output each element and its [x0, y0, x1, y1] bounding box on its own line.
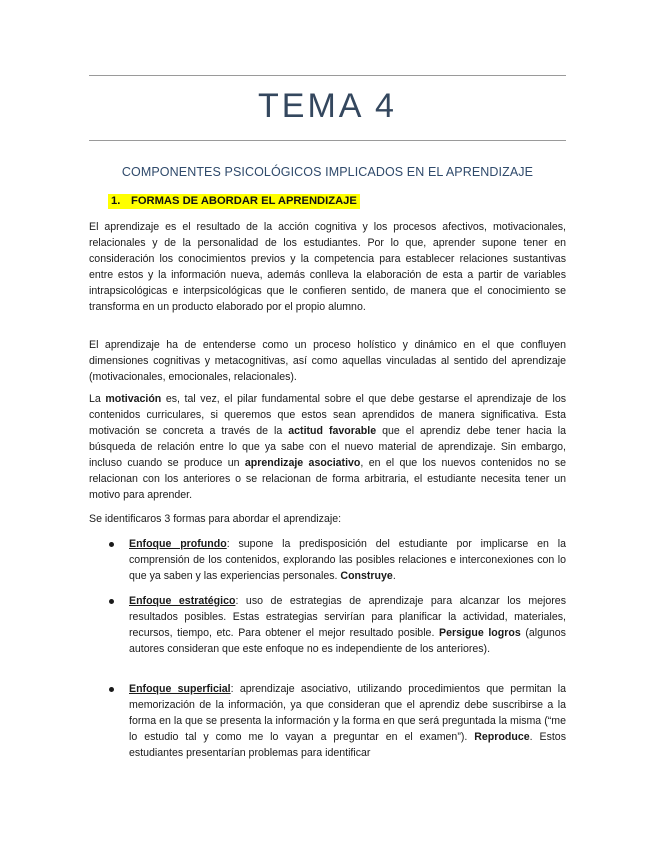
bullet-tail: . — [392, 570, 396, 582]
list-item — [89, 593, 566, 657]
bullet-term: Enfoque profundo — [129, 538, 227, 550]
bullet-text: : aprendizaje asociativo, utilizando procedimientos que permitan la memorización de la información, ya que consideran que el aprendiz debe suscribirse a la forma en la que se presenta la información y la forma en que será preguntada la misma (“me lo estudio tal y como me lo vayan a preguntar en el examen”). — [129, 683, 566, 743]
title-top-rule — [89, 75, 566, 76]
bullet-term: Enfoque estratégico — [129, 595, 236, 607]
paragraph-3-text — [89, 391, 566, 503]
paragraph-2-text: El aprendizaje ha de entenderse como un proceso holístico y dinámico en el que confluyen dimensiones cognitivas y metacognitivas, así como aquellas vinculadas al sentido del aprendizaje (motivacionales, emocionales, relacionales). — [89, 339, 566, 383]
bullet-list-item-1 — [89, 536, 566, 584]
bullet-tail: . Estos estudiantes presentarían problemas para identificar — [129, 731, 566, 759]
bullet-dot-icon — [109, 599, 114, 604]
bullet-dot-icon — [109, 542, 114, 547]
section-label: FORMAS DE ABORDAR EL APRENDIZAJE — [131, 195, 357, 207]
p3-text-1: La — [89, 393, 106, 405]
section-heading — [108, 194, 360, 209]
paragraph-2 — [89, 337, 566, 385]
bullet-dot-icon — [109, 687, 114, 692]
p3-text-2: es, tal vez, el pilar fundamental sobre el que debe gestarse el aprendizaje de los contenidos curriculares, si queremos que estos sean aprendidos de manera significativa. Esta motivación se concreta a través de la — [89, 393, 567, 437]
bullet-tail: (algunos autores consideran que este enfoque no es independiente de los anteriores). — [129, 627, 566, 655]
bullet-term: Enfoque superficial — [129, 683, 231, 695]
section-number: 1. — [111, 195, 121, 207]
bullet-text: : supone la predisposición del estudiante por implicarse en la comprensión de los contenidos, explorando las posibles relaciones e interconexiones con lo que ya saben y las experiencias personales. — [129, 538, 567, 582]
bullet-text: : uso de estrategias de aprendizaje para alcanzar los mejores resultados posibles. Estas estrategias servirían para planificar la actividad, materiales, recursos, tiempo, etc. Para obtener el mejor resultado posible. — [129, 595, 566, 639]
p3-bold-motivacion: motivación — [105, 393, 162, 405]
paragraph-3 — [89, 391, 566, 503]
paragraph-4 — [89, 511, 566, 527]
p3-text-3: que el aprendiz debe tener hacia la búsqueda de relación entre lo que ya sabe con el nuevo material de aprendizaje. Sin embargo, incluso cuando se produce un — [89, 425, 566, 469]
page-title: TEMA 4 — [258, 87, 397, 125]
bullet-bold-end: Reproduce — [474, 731, 530, 743]
p3-bold-asociativo: aprendizaje asociativo — [244, 457, 361, 469]
paragraph-1-text: El aprendizaje es el resultado de la acción cognitiva y los procesos afectivos, motivacionales, relacionales y de la personalidad de los estudiantes. Por lo que, aprender supone tener en consideración los conocimientos previos y la competencia para establecer relaciones sustantivas entre estos y la información nueva, además conlleva la elaboración de esta a partir de variables intrapsicológicas e interpsicológicas que le confieren sentido, de manera que el conocimiento se transforma en un producto elaborado por el propio alumno. — [89, 221, 566, 313]
bullet-bold-end: Construye — [340, 570, 393, 582]
paragraph-1 — [89, 219, 566, 315]
bullet-bold-end: Persigue logros — [439, 627, 521, 639]
bullet-list-item-2 — [89, 593, 566, 657]
bullet-list-item-3 — [89, 681, 566, 761]
p3-text-4: , en el que los nuevos contenidos no se relacionan con los anteriores o se relacionan de forma arbitraria, el estudiante necesita tener un motivo para aprender. — [89, 457, 566, 501]
list-item — [89, 681, 566, 761]
title-bottom-rule — [89, 140, 566, 141]
list-item — [89, 536, 566, 584]
paragraph-4-text: Se identificaros 3 formas para abordar el aprendizaje: — [89, 513, 342, 525]
p3-bold-actitud: actitud favorable — [288, 425, 377, 437]
chapter-subtitle: COMPONENTES PSICOLÓGICOS IMPLICADOS EN EL APRENDIZAJE — [121, 165, 534, 179]
